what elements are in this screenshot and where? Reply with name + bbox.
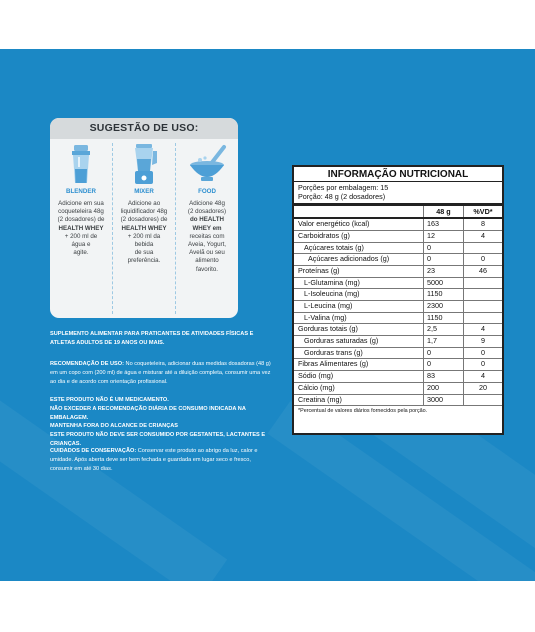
nutrient-vd: [464, 278, 502, 289]
warning-line: ESTE PRODUTO NÃO DEVE SER CONSUMIDO POR GESTANTES, LACTANTES E CRIANÇAS.: [50, 432, 266, 447]
nutrient-amount: 0: [424, 348, 464, 359]
nutrition-row: [294, 278, 502, 290]
nutrition-row: [294, 243, 502, 255]
nutrition-row: [294, 383, 502, 395]
nutrition-row: [294, 219, 502, 231]
nutrient-name: Cálcio (mg): [294, 383, 424, 394]
nutrient-vd: [464, 301, 502, 312]
warning-line: NÃO EXCEDER A RECOMENDAÇÃO DIÁRIA DE CONSUMO INDICADA NA EMBALAGEM.: [50, 405, 246, 421]
nutrient-amount: 12: [424, 231, 464, 242]
nutrient-vd: 20: [479, 382, 487, 392]
conservation-label: CUIDADOS DE CONSERVAÇÃO:: [50, 448, 137, 454]
nutrient-vd: 8: [481, 219, 485, 229]
nutrition-row: [294, 301, 502, 313]
nutrient-name: Proteínas (g): [294, 266, 424, 277]
shaker-bottle-icon: [54, 143, 108, 185]
usage-suggestion-card: [50, 118, 238, 318]
nutrient-vd: 0: [481, 359, 485, 369]
nutrient-vd: 4: [481, 371, 485, 381]
nutrition-row: [294, 231, 502, 243]
usage-column-food: [176, 143, 238, 314]
nutrition-row: [294, 395, 502, 407]
nutrient-amount: 1150: [424, 289, 464, 300]
nutrient-amount: 0: [424, 254, 464, 265]
nutrient-name: Gorduras saturadas (g): [294, 336, 424, 347]
usage-column-blender: [50, 143, 113, 314]
mixer-label: MIXER: [134, 188, 154, 195]
nutrition-row: [294, 266, 502, 278]
serving-info: [294, 182, 502, 206]
nutrient-vd: [464, 395, 502, 406]
vd-column-header: %VD*: [473, 207, 493, 217]
food-instructions: Adicione 48g (2 dosadores) do HEALTH WHEY em receitas com Aveia, Yogurt, Avelã ou seu alimento favorito.: [187, 200, 227, 273]
nutrient-name: L-Valina (mg): [294, 313, 424, 324]
nutrient-amount: 0: [424, 243, 464, 254]
usage-column-mixer: [113, 143, 176, 314]
nutrient-amount: 5000: [424, 278, 464, 289]
nutrient-name: Creatina (mg): [294, 395, 424, 406]
warning-line: MANTENHA FORA DO ALCANCE DE CRIANÇAS: [50, 423, 179, 430]
mixer-instructions: Adicione ao liquidificador 48g (2 dosadores) de HEALTH WHEY + 200 ml da bebida de sua preferência.: [120, 200, 168, 265]
nutrient-vd: 4: [481, 230, 485, 240]
nutrient-amount: 2300: [424, 301, 464, 312]
nutrient-amount: 200: [424, 383, 464, 394]
nutrient-vd: [464, 243, 502, 254]
amount-column-header: 48 g: [424, 206, 464, 217]
recommendation-label: RECOMENDAÇÃO DE USO:: [50, 361, 124, 367]
nutrition-title: INFORMAÇÃO NUTRICIONAL: [294, 167, 502, 182]
nutrient-vd: [464, 289, 502, 300]
nutrient-name: Açúcares adicionados (g): [294, 254, 424, 265]
nutrient-vd: 9: [481, 336, 485, 346]
usage-title: SUGESTÃO DE USO:: [50, 118, 238, 139]
nutrition-header-row: [294, 206, 502, 219]
nutrient-name: Carboidratos (g): [294, 231, 424, 242]
nutrition-facts-table: [292, 165, 504, 435]
nutrition-footnote: *Percentual de valores diários fornecidos pela porção.: [298, 408, 428, 415]
conservation-text: Conservar este produto ao abrigo da luz, calor e umidade. Após aberta deve ser bem fechada e guardada em lugar seco e fresco, consumir em até 30 dias.: [50, 448, 258, 472]
servings-per-pack: Porções por embalagem: 15: [298, 183, 389, 192]
nutrient-name: L-Leucina (mg): [294, 301, 424, 312]
nutrient-vd: 46: [479, 265, 487, 275]
nutrient-amount: 3000: [424, 395, 464, 406]
nutrition-row: [294, 359, 502, 371]
recommendation-text: No coqueteleira, adicionar duas medidas dosadoras (48 g) em um copo com (200 ml) de água e misturar até a diluição completa, consumir uma vez ao dia e de acordo com orientação profissional.: [50, 361, 271, 385]
blender-icon: [117, 143, 171, 185]
nutrient-name: L-Isoleucina (mg): [294, 289, 424, 300]
nutrient-vd: 0: [481, 347, 485, 357]
serving-size: Porção: 48 g (2 dosadores): [298, 191, 386, 201]
nutrient-name: L-Glutamina (mg): [294, 278, 424, 289]
nutrition-row: [294, 348, 502, 360]
nutrient-vd: 4: [481, 324, 485, 334]
nutrient-amount: 1150: [424, 313, 464, 324]
nutrition-row: [294, 289, 502, 301]
food-label: FOOD: [198, 188, 216, 195]
mortar-bowl-icon: [180, 143, 234, 185]
nutrient-amount: 83: [424, 371, 464, 382]
nutrition-row: [294, 371, 502, 383]
nutrient-name: Gorduras trans (g): [294, 348, 424, 359]
nutrient-name: Açúcares totais (g): [294, 243, 424, 254]
warnings-block: [50, 396, 275, 449]
conservation-block: [50, 447, 275, 473]
nutrient-vd: 0: [481, 254, 485, 264]
nutrition-row: [294, 324, 502, 336]
nutrient-name: Sódio (mg): [294, 371, 424, 382]
nutrient-amount: 2,5: [424, 324, 464, 335]
nutrient-name: Valor energético (kcal): [294, 219, 424, 230]
nutrient-amount: 1,7: [424, 336, 464, 347]
warning-line: ESTE PRODUTO NÃO É UM MEDICAMENTO.: [50, 397, 169, 403]
recommendation-block: [50, 360, 275, 386]
blender-instructions: Adicione em sua coqueteleira 48g (2 dosadores) de HEALTH WHEY + 200 ml de água e agite.: [57, 200, 105, 257]
nutrient-amount: 163: [424, 219, 464, 230]
nutrient-name: Fibras Alimentares (g): [294, 359, 424, 370]
nutrition-row: [294, 313, 502, 325]
nutrient-name: Gorduras totais (g): [294, 324, 424, 335]
nutrition-row: [294, 254, 502, 266]
nutrient-amount: 23: [424, 266, 464, 277]
nutrient-vd: [464, 313, 502, 324]
supplement-statement: SUPLEMENTO ALIMENTAR PARA PRATICANTES DE ATIVIDADES FÍSICAS E ATLETAS ADULTOS DE 19 ANOS OU MAIS.: [50, 331, 254, 346]
blender-label: BLENDER: [66, 188, 96, 195]
nutrition-row: [294, 336, 502, 348]
nutrient-amount: 0: [424, 359, 464, 370]
